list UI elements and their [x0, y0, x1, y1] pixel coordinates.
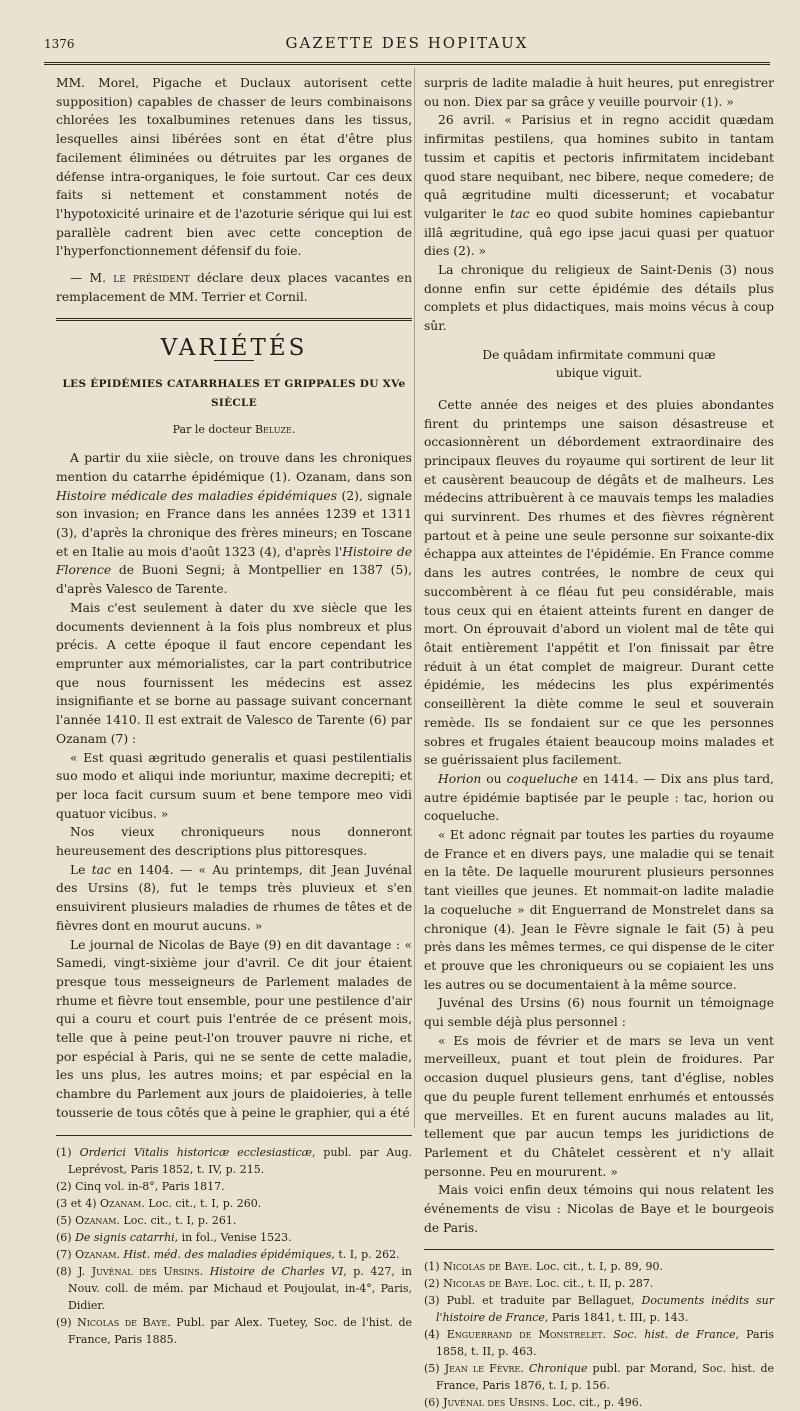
paragraph: Le tac en 1404. — « Au printemps, dit Jean Juvénal des Ursins (8), fut le temps très pluvieux et s'en ensuivirent plusieurs maladies de rhumes de têtes et de fièvres dont en mourut aucuns. »: [56, 862, 412, 933]
footnote: (8) J. Juvénal des Ursins. Histoire de Charles VI, p. 427, in Nouv. coll. de mém. par Michaud et Poujoulat, in-4°, Paris, Didier.: [56, 1264, 412, 1312]
paragraph: Mais voici enfin deux témoins qui nous relatent les événements de visu : Nicolas de Baye et le bourgeois de Paris.: [424, 1183, 774, 1235]
page-header: [44, 34, 770, 56]
page-number: 1376: [44, 37, 75, 51]
footnotes: [424, 1258, 774, 1411]
footnote: (5) Ozanam. Loc. cit., t. I, p. 261.: [56, 1213, 237, 1227]
footnotes: [56, 1144, 412, 1348]
paragraph: MM. Morel, Pigache et Duclaux autorisent cette supposition) capables de chasser de leurs combinaisons chlorées les toxalbumines retenues dans les tissus, lesquelles ainsi libérées sont en état d'être plus facilement éliminées ou détruites par les organes de défense intra-organiques, le foie surtout. Car ces deux faits si nettement et constamment notés de l'hypotoxicité urinaire et de l'azoturie sérique qui lui est parallèle cadrent bien avec cette conception de l'hyperfonctionnement défensif du foie.: [56, 76, 412, 259]
latin-quote: 26 avril. « Parisius et in regno accidit quædam infirmitas pestilens, qua homines subito in tantam tussim et capitis et pectoris infirmitatem incidebant quod stare nequibant, nec bibere, neque comedere; de quâ ægritudine multi dicesserunt; et vocabatur vulgariter le tac eo quod subite homines capiebantur illâ ægritudine, quâ ego ipse jacui quasi per quatuor dies (2). »: [424, 113, 774, 259]
right-column: [424, 74, 774, 1411]
paragraph: Cette année des neiges et des pluies abondantes firent du printemps une saison désastreuse et occasionnèrent un débordement extraordinaire des principaux fleuves du royaume qui sortirent de leur lit et causèrent beaucoup de dégâts et de malheurs. Les médecins attribuèrent à ce mauvais temps les maladies qui survinrent. Des rhumes et des fièvres régnèrent partout et à peine une seule personne sur soixante-dix échappa aux atteintes de l'épidémie. En France comme dans les autres contrées, le nombre de ceux qui succombèrent à ce fléau fut peu considérable, mais tous ceux qui en étaient atteints furent en danger de mort. On éprouvait d'abord un violent mal de tête qui ôtait entièrement l'appétit et l'on finissait par être réduit à un état complet de maigreur. Durant cette épidémie, les médecins les plus expérimentés conseillèrent la diète comme le seul et souverain remède. Ils se fondaient sur ce que les personnes sobres et frugales étaient beaucoup moins malades et se guérissaient plus facilement.: [424, 397, 774, 768]
paragraph: A partir du xiie siècle, on trouve dans les chroniques mention du catarrhe épidémique (1). Ozanam, dans son Histoire médicale des maladies épidémiques (2), signale son invasion; en France dans les années 1239 et 1311 (3), d'après la chronique des frères mineurs; en Toscane et en Italie au mois d'août 1323 (4), d'après l'Histoire de Florence de Buoni Segni; à Montpellier en 1387 (5), d'après Valesco de Tarente.: [56, 451, 412, 597]
paragraph: Le journal de Nicolas de Baye (9) en dit davantage : « Samedi, vingt-sixième jour d'avril. Ce dit jour étaient presque tous messeigneurs de Parlement malades de rhume et fièvre tout ensemble, pour une pestilence d'air qui a couru et court puis l'entrée de ce présent mois, telle que à peine peut-l'on trouver pauvre ni riche, et por espécial à Paris, qui ne se sente de cette maladie, les uns plus, les autres moins; et par espécial en la chambre du Parlement aux jours de plaidoieries, à telle tousserie de tous côtés que à peine le graphier, qui a été: [56, 937, 412, 1120]
paragraph: Horion ou coqueluche en 1414. — Dix ans plus tard, autre épidémie baptisée par le peuple : tac, horion ou coqueluche.: [424, 771, 774, 824]
footnote: (5) Jean le Fèvre. Chronique publ. par Morand, Soc. hist. de France, Paris 1876, t. I, p. 156.: [424, 1362, 774, 1393]
footnote: (6) De signis catarrhi, in fol., Venise 1523.: [56, 1230, 292, 1244]
footnote: (3 et 4) Ozanam. Loc. cit., t. I, p. 260.: [56, 1196, 262, 1210]
header-rule: [44, 62, 770, 65]
section-rule: [56, 318, 412, 321]
footnote: (7) Ozanam. Hist. méd. des maladies épidémiques, t. I, p. 262.: [56, 1247, 400, 1261]
footnote: (4) Enguerrand de Monstrelet. Soc. hist. de France, Paris 1858, t. II, p. 463.: [424, 1328, 774, 1359]
footnote: (6) Juvénal des Ursins. Loc. cit., p. 496.: [424, 1396, 643, 1410]
paragraph: Mais c'est seulement à dater du xve siècle que les documents deviennent à la fois plus nombreux et plus précis. A cette époque il faut encore cependant les emprunter aux mémorialistes, car la part contributrice que nous fournissent les médecins est assez insignifiante et se borne au passage suivant concernant l'année 1410. Il est extrait de Valesco de Tarente (6) par Ozanam (7) :: [56, 600, 412, 746]
section-title: VARIÉTÉS: [160, 335, 308, 362]
footnote: (1) Orderici Vitalis historicæ ecclesiasticæ, publ. par Aug. Leprévost, Paris 1852, t. IV, p. 215.: [56, 1145, 412, 1176]
footnote: (1) Nicolas de Baye. Loc. cit., t. I, p. 89, 90.: [424, 1260, 663, 1274]
journal-title: GAZETTE DES HOPITAUX: [285, 34, 529, 52]
paragraph: « Es mois de février et de mars se leva un vent merveilleux, puant et tout plein de froidures. Par occasion duquel plusieurs gens, tant d'église, nobles que du peuple furent tellement enrhumés et entoussés que merveilles. Et en furent aucuns malades au lit, tellement que par aucun temps les juridictions de Parlement et du Châtelet cessèrent et n'y allait personne. Peu en moururent. »: [424, 1033, 774, 1179]
article-title: LES ÉPIDÉMIES CATARRHALES ET GRIPPALES DU XVe SIÈCLE: [62, 378, 406, 409]
footnote: (9) Nicolas de Baye. Publ. par Alex. Tuetey, Soc. de l'hist. de France, Paris 1885.: [56, 1315, 412, 1346]
paragraph: Juvénal des Ursins (6) nous fournit un témoignage qui semble déjà plus personnel :: [424, 996, 774, 1030]
paragraph: La chronique du religieux de Saint-Denis (3) nous donne enfin sur cette épidémie des détails plus complets et plus didactiques, mais moins vécus à coup sûr.: [424, 263, 774, 334]
paragraph: — M. le président déclare deux places vacantes en remplacement de MM. Terrier et Cornil.: [56, 271, 412, 304]
left-column: [56, 74, 412, 1348]
paragraph: surpris de ladite maladie à huit heures, put enregistrer ou non. Diex par sa grâce y veuille pourvoir (1). »: [424, 76, 774, 109]
footnote: (3) Publ. et traduite par Bellaguet, Documents inédits sur l'histoire de France, Paris 1841, t. III, p. 143.: [424, 1294, 775, 1325]
footnote: (2) Nicolas de Baye. Loc. cit., t. II, p. 287.: [424, 1277, 654, 1291]
column-divider: [414, 68, 415, 1128]
footnote-rule: [424, 1249, 774, 1250]
epigraph: De quâdam infirmitate communi quæ ubique viguit.: [482, 347, 716, 380]
paragraph: « Et adonc régnait par toutes les parties du royaume de France et en divers pays, une maladie qui se tenait en la tête. De laquelle moururent plusieurs personnes tant vieilles que jeunes. Et nommait-on ladite maladie la coqueluche » dit Enguerrand de Monstrelet dans sa chronique (4). Jean le Fèvre signale le fait (5) à peu près dans les mêmes termes, ce qui dispense de le citer et prouve que les chroniqueurs ou se copiaient les uns les autres ou se documentaient à la même source.: [424, 828, 774, 992]
footnote: (2) Cinq vol. in-8°, Paris 1817.: [56, 1179, 225, 1193]
byline: Par le docteur Beluze.: [172, 422, 296, 436]
paragraph: Nos vieux chroniqueurs nous donneront heureusement des descriptions plus pittoresques.: [56, 825, 412, 859]
latin-quote: « Est quasi ægritudo generalis et quasi pestilentialis suo modo et aliqui inde moriuntur, maxime decrepiti; et per loca facit cursum suum et bene tempore meo vidi quatuor vicibus. »: [56, 750, 412, 821]
footnote-rule: [56, 1135, 412, 1136]
